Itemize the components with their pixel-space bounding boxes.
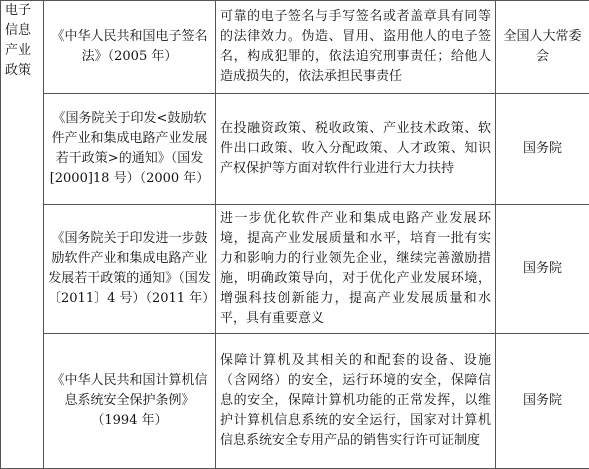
category-line: 政策 bbox=[5, 61, 39, 81]
category-line: 电子 bbox=[5, 1, 39, 21]
policy-name-cell: 《国务院关于印发<鼓励软件产业和集成电路产业发展若干政策>的通知》（国发[2000]18 号）（2000 年） bbox=[44, 94, 216, 205]
policy-description-cell: 进一步优化软件产业和集成电路产业发展环境，提高产业发展质量和水平，培育一批有实力和影响力的行业领先企业，继续完善激励措施，明确政策导向，对于优化产业发展环境，增强科技创新能力，提高产业发展质量和水平，具有重要意义 bbox=[216, 205, 496, 334]
policy-issuer-cell: 全国人大常委会 bbox=[496, 1, 589, 94]
table-row bbox=[1, 205, 589, 334]
policy-issuer-cell: 国务院 bbox=[496, 334, 589, 469]
policy-description-cell: 可靠的电子签名与手写签名或者盖章具有同等的法律效力。伪造、冒用、盗用他人的电子签名，构成犯罪的，依法追究刑事责任；给他人造成损失的，依法承担民事责任 bbox=[216, 1, 496, 94]
policy-issuer-cell: 国务院 bbox=[496, 94, 589, 205]
policy-description-cell: 在投融资政策、税收政策、产业技术政策、软件出口政策、收入分配政策、人才政策、知识产权保护等方面对软件行业进行大力扶持 bbox=[216, 94, 496, 205]
table-row bbox=[1, 1, 589, 94]
category-line: 信息 bbox=[5, 21, 39, 41]
policy-issuer-cell: 国务院 bbox=[496, 205, 589, 334]
table-row bbox=[1, 334, 589, 469]
policy-name-cell: 《国务院关于印发进一步鼓励软件产业和集成电路产业发展若干政策的通知》（国发〔2011〕4 号）（2011 年） bbox=[44, 205, 216, 334]
policy-name-cell: 《中华人民共和国计算机信息系统安全保护条例》（1994 年） bbox=[44, 334, 216, 469]
table-row bbox=[1, 94, 589, 205]
category-cell bbox=[1, 1, 44, 469]
policy-description-cell: 保障计算机及其相关的和配套的设备、设施（含网络）的安全，运行环境的安全，保障信息的安全，保障计算机功能的正常发挥，以维护计算机信息系统的安全运行，国家对计算机信息系统安全专用产品的销售实行许可证制度 bbox=[216, 334, 496, 469]
policy-name-cell: 《中华人民共和国电子签名法》（2005 年） bbox=[44, 1, 216, 94]
category-line: 产业 bbox=[5, 41, 39, 61]
